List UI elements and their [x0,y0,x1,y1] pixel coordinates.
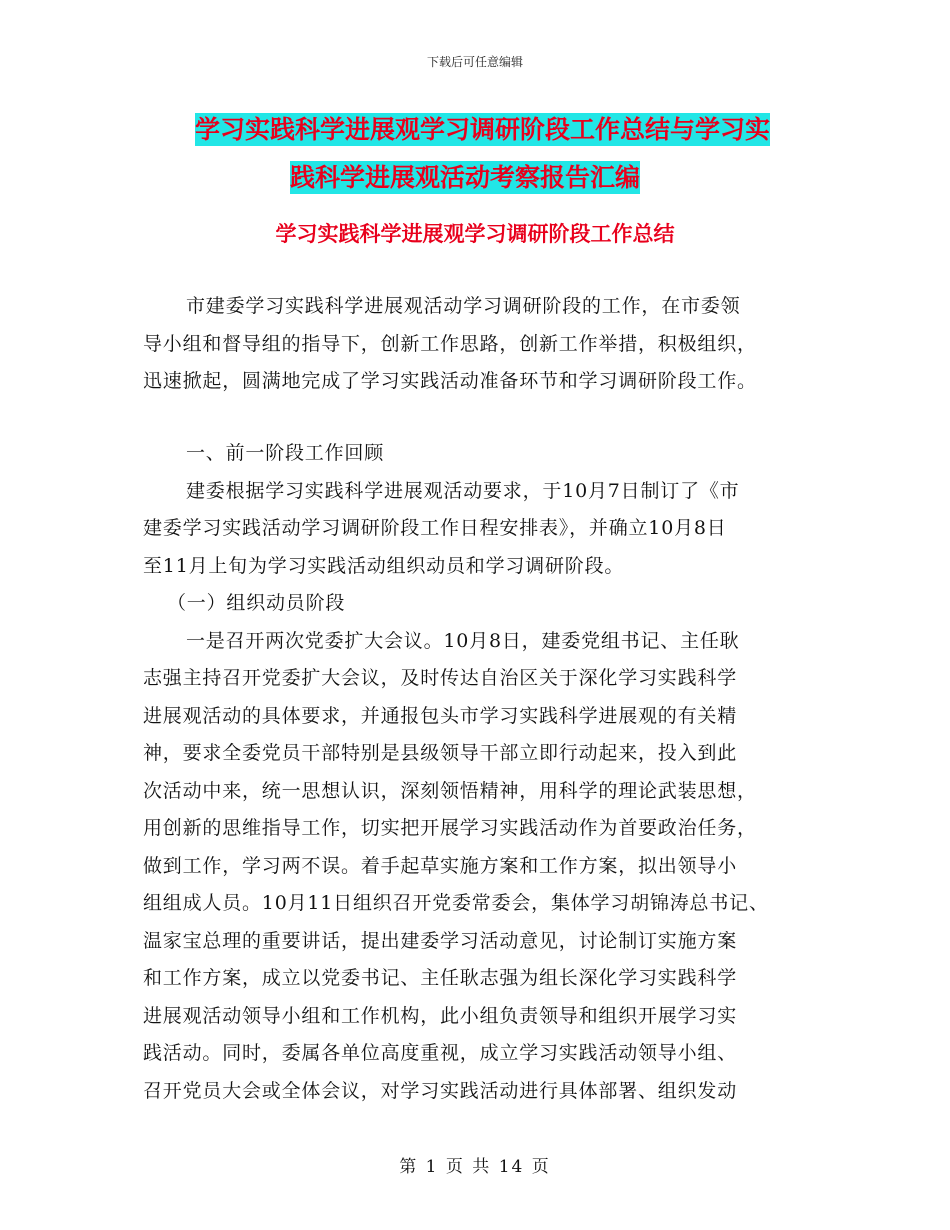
paragraph-line: 践活动。同时，委属各单位高度重视，成立学习实践活动领导小组、 [143,1042,738,1064]
paragraph-line: 做到工作，学习两不误。着手起草实施方案和工作方案，拟出领导小 [143,854,738,877]
paragraph-line: 和工作方案，成立以党委书记、主任耿志强为组长深化学习实践科学 [143,967,738,989]
intro-paragraph [143,288,823,401]
paragraph-line: 至11月上旬为学习实践活动组织动员和学习调研阶段。 [143,554,625,577]
section-title: 学习实践科学进展观学习调研阶段工作总结 [275,221,675,246]
paragraph-line: 神，要求全委党员干部特别是县级领导干部立即行动起来，投入到此 [143,742,738,764]
page-header-note: 下载后可任意编辑 [426,55,523,69]
paragraph-line: 次活动中来，统一思想认识，深刻领悟精神，用科学的理论武装思想， [143,779,757,802]
document-title-line-1 [150,106,850,154]
paragraph-line: 用创新的思维指导工作，切实把开展学习实践活动作为首要政治任务， [143,817,757,839]
intro-line: 导小组和督导组的指导下，创新工作思路，创新工作举措，积极组织， [143,332,757,355]
title-highlight-1: 学习实践科学进展观学习调研阶段工作总结与学习实 [195,115,771,144]
intro-line: 迅速掀起，圆满地完成了学习实践活动准备环节和学习调研阶段工作。 [143,370,757,392]
heading-previous-review: 一、前一阶段工作回顾 [186,442,385,464]
paragraph-line: 一是召开两次党委扩大会议。10月8日，建委党组书记、主任耿 [186,629,740,652]
title-highlight-2: 践科学进展观活动考察报告汇编 [290,163,641,192]
main-body [143,435,823,1110]
paragraph-line: 建委学习实践活动学习调研阶段工作日程安排表》，并确立10月8日 [143,517,727,539]
paragraph-line: 建委根据学习实践科学进展观活动要求，于10月7日制订了《市 [186,479,740,502]
subheading-mobilization: （一）组织动员阶段 [167,592,346,614]
document-title-line-2 [150,154,850,202]
page-footer-number: 第 1 页 共 14 页 [399,1157,551,1177]
paragraph-line: 组组成人员。10月11日组织召开党委常委会，集体学习胡锦涛总书记、 [143,892,769,914]
intro-line: 市建委学习实践科学进展观活动学习调研阶段的工作，在市委领 [186,295,741,317]
paragraph-line: 志强主持召开党委扩大会议，及时传达自治区关于深化学习实践科学 [143,667,738,689]
paragraph-line: 进展观活动的具体要求，并通报包头市学习实践科学进展观的有关精 [143,704,738,727]
paragraph-line: 温家宝总理的重要讲话，提出建委学习活动意见，讨论制订实施方案 [143,929,738,952]
paragraph-line: 进展观活动领导小组和工作机构，此小组负责领导和组织开展学习实 [143,1004,738,1027]
document-title [150,106,850,202]
paragraph-line: 召开党员大会或全体会议，对学习实践活动进行具体部署、组织发动 [143,1079,738,1102]
